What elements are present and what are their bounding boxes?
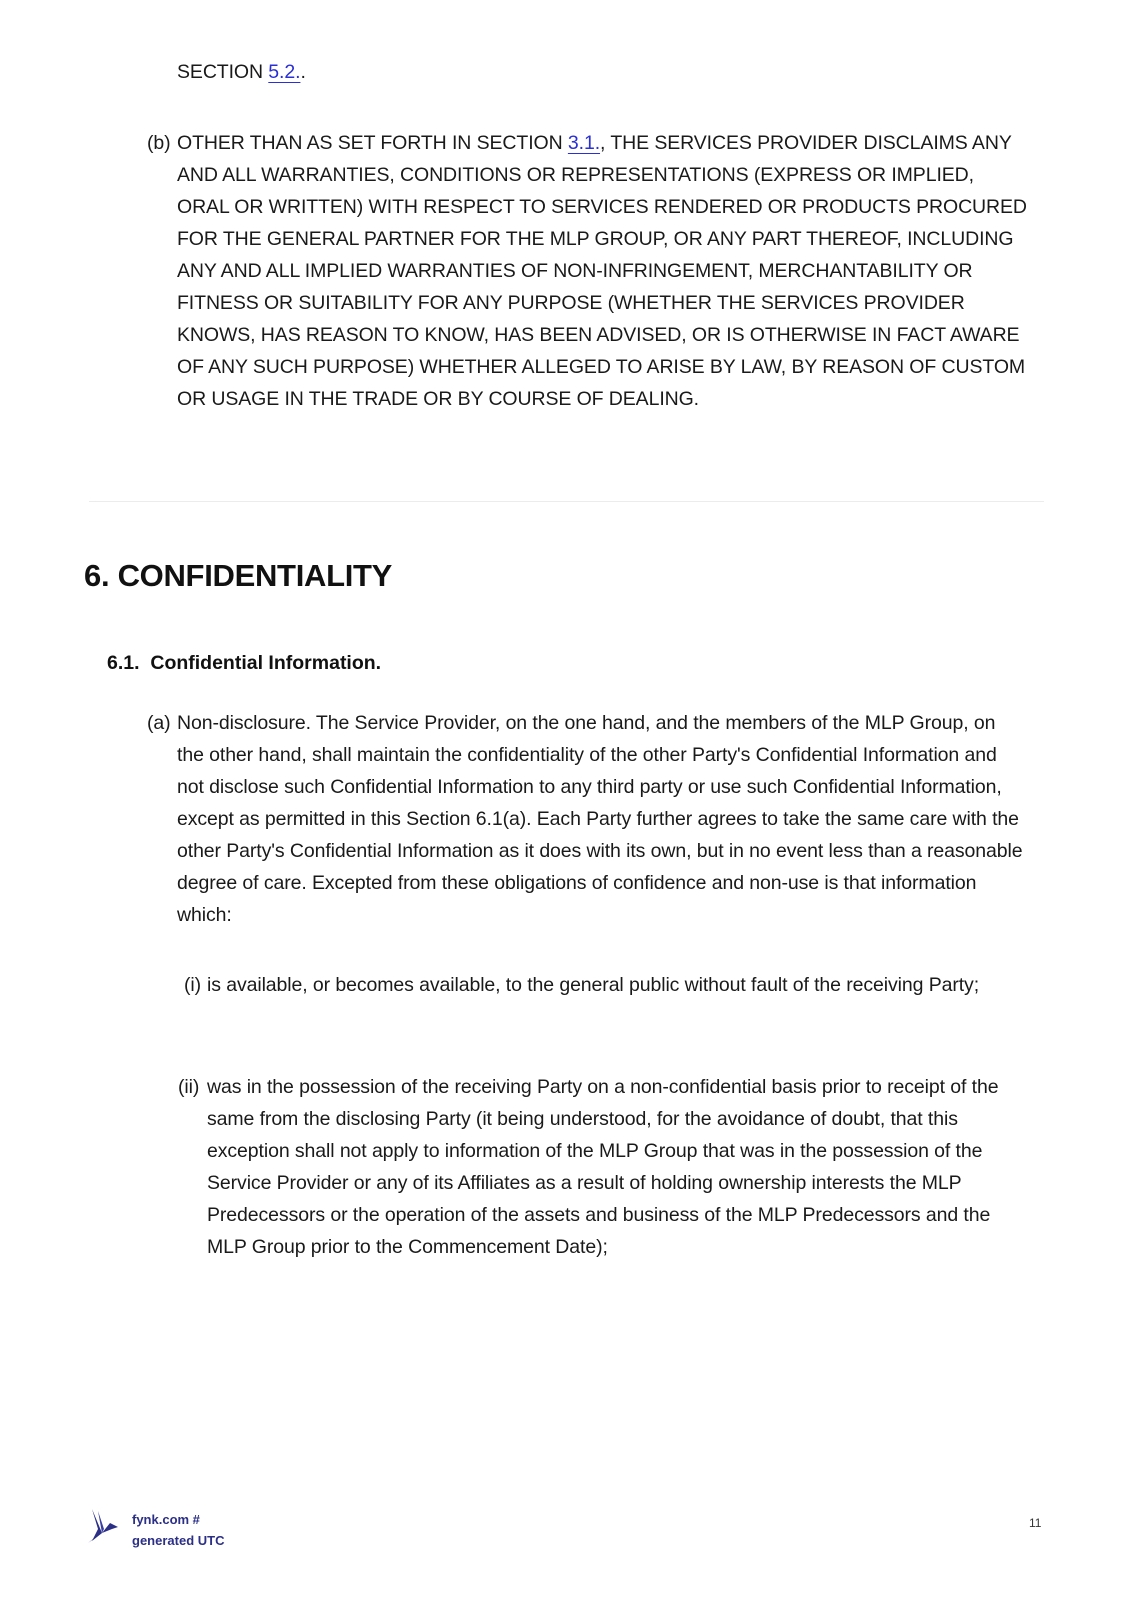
continuation-line (177, 56, 1017, 88)
clause-b-label: (b) (147, 132, 171, 154)
footer-line-2: generated UTC (132, 1533, 225, 1548)
list-item-ii (178, 1071, 1034, 1263)
clause-a (147, 707, 1027, 931)
clause-a-label: (a) (147, 712, 171, 734)
list-item-ii-text: was in the possession of the receiving Party on a non-confidential basis prior to receipt of the same from the disclosing Party (it being understood, for the avoidance of doubt, that this exception shall not apply to information of the MLP Group that was in the possession of the Service Provider or any of its Affiliates as a result of holding ownership interests the MLP Predecessors or the operation of the assets and business of the MLP Predecessors and the MLP Group prior to the Commencement Date); (207, 1076, 999, 1258)
clause-b-prefix: OTHER THAN AS SET FORTH IN SECTION (177, 132, 568, 154)
page-number: 11 (1029, 1516, 1042, 1530)
continuation-suffix: . (300, 61, 306, 83)
footer-line-1: fynk.com # (132, 1512, 200, 1527)
clause-b-text (147, 127, 1027, 415)
list-item-i-label: (i) (184, 974, 202, 996)
list-item-i-text: is available, or becomes available, to the general public without fault of the receiving Party; (207, 974, 980, 996)
list-item-i (184, 969, 1030, 1001)
clause-b (147, 127, 1027, 415)
section-3-1-link[interactable]: 3.1. (567, 132, 601, 154)
section-5-2-link[interactable]: 5.2. (268, 61, 301, 83)
footer-text (132, 1509, 224, 1551)
list-item-ii-label: (ii) (178, 1076, 200, 1098)
continuation-prefix: SECTION (177, 61, 269, 83)
fynk-bird-logo-icon (88, 1507, 122, 1543)
section-title: 6. CONFIDENTIALITY (84, 558, 393, 593)
clause-a-text: Non-disclosure. The Service Provider, on the one hand, and the members of the MLP Group, on the other hand, shall maintain the confidentiality of the other Party's Confidential Information and not disclose such Confidential Information to any third party or use such Confidential Information, except as permitted in this Section 6.1(a). Each Party further agrees to take the same care with the other Party's Confidential Information as it does with its own, but in no event less than a reasonable degree of care. Excepted from these obligations of confidence and non-use is that information which: (177, 712, 1023, 926)
section-divider (89, 501, 1044, 502)
subsection-title: 6.1. Confidential Information. (107, 652, 382, 674)
clause-b-body: , THE SERVICES PROVIDER DISCLAIMS ANY AND ALL WARRANTIES, CONDITIONS OR REPRESENTATIONS (EXPRESS OR IMPLIED, ORAL OR WRITTEN) WITH RESPECT TO SERVICES RENDERED OR PRODUCTS PROCURED FOR THE GENERAL PARTNER FOR THE MLP GROUP, OR ANY PART THEREOF, INCLUDING ANY AND ALL IMPLIED WARRANTIES OF NON-INFRINGEMENT, MERCHANTABILITY OR FITNESS OR SUITABILITY FOR ANY PURPOSE (WHETHER THE SERVICES PROVIDER KNOWS, HAS REASON TO KNOW, HAS BEEN ADVISED, OR IS OTHERWISE IN FACT AWARE OF ANY SUCH PURPOSE) WHETHER ALLEGED TO ARISE BY LAW, BY REASON OF CUSTOM OR USAGE IN THE TRADE OR BY COURSE OF DEALING. (177, 132, 1027, 410)
